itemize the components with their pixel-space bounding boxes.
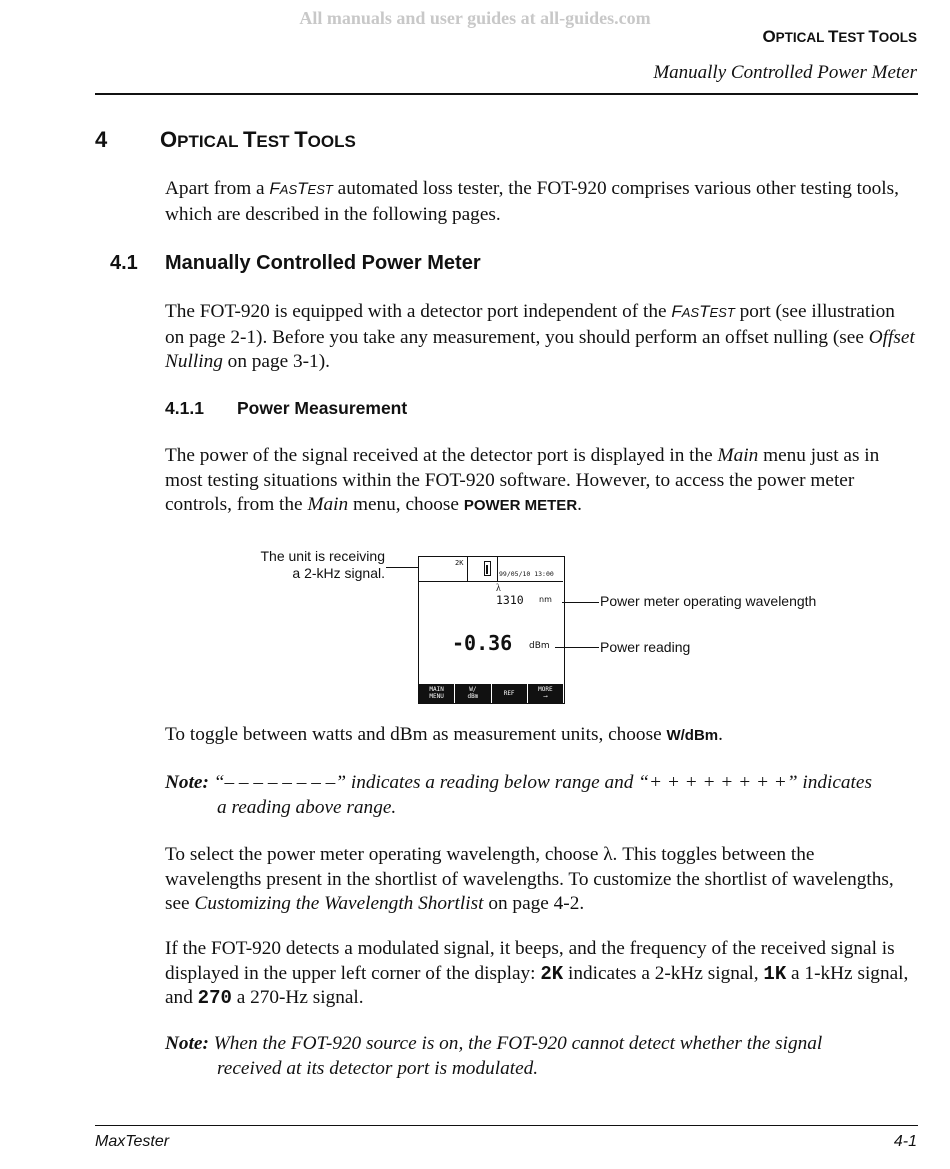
chapter-title-part: T (242, 127, 257, 152)
battery-icon (484, 561, 491, 576)
softkey-ref[interactable] (492, 684, 528, 703)
note-range (165, 771, 915, 820)
paragraph-text: on page 4-2. (483, 893, 585, 914)
paragraph-text: indicates a 2-kHz signal, (563, 962, 764, 984)
note-text: a reading above range. (217, 796, 397, 818)
toggle-units-paragraph (165, 723, 915, 749)
wavelength-value: 1310 (496, 593, 524, 607)
note-text: received at its detector port is modulated. (217, 1057, 539, 1079)
frequency-code: 270 (197, 987, 232, 1009)
intro-text: Apart from a (165, 178, 270, 199)
callout-text: The unit is receiving (260, 548, 385, 564)
section-4-1-1-paragraph (165, 444, 915, 519)
paragraph-text: a 270-Hz signal. (231, 987, 364, 1008)
paragraph-text: menu, choose (348, 494, 464, 515)
power-reading-value: -0.36 (452, 631, 513, 655)
status-divider (467, 557, 468, 581)
intro-text: automated loss tester, the FOT-920 comprises various other testing tools, which are described in the following pages. (165, 178, 899, 225)
section-4-1-paragraph (165, 300, 915, 375)
softkey-bar (419, 684, 563, 703)
status-divider (497, 557, 498, 581)
fastest-part: F (269, 179, 280, 198)
paragraph-text: port (see illustration on page 2-1). Before you take any measurement, you should perform an offset nulling (see (165, 301, 895, 348)
fastest-part: T (297, 179, 308, 198)
paragraph-text: To select the power meter operating wavelength, choose λ. This toggles between the wavelengths present in the shortlist of wavelengths. To customize the shortlist of wavelengths, see (165, 844, 894, 914)
paragraph-text: a 1-kHz signal, and (165, 962, 909, 1008)
softkey-w-dbm[interactable] (455, 684, 491, 703)
paragraph-text: on page 3-1). (222, 351, 330, 372)
chapter-number: 4 (95, 127, 108, 152)
note-source-on (165, 1032, 915, 1081)
fastest-part: AS (279, 182, 298, 197)
note-label: Note: (165, 772, 209, 793)
fastest-product-name (671, 302, 734, 321)
softkey-label: W/ (469, 686, 477, 693)
softkey-label: dBm (467, 693, 479, 700)
arrow-right-icon: ⟶ (543, 693, 548, 700)
screen-datetime: 99/05/10 13:00 (499, 570, 554, 578)
running-header-subtitle: Manually Controlled Power Meter (653, 62, 917, 83)
frequency-code: 1K (763, 962, 787, 985)
note-text: When the FOT-920 source is on, the FOT-920 cannot detect whether the signal (208, 1033, 823, 1054)
power-reading-unit: dBm (529, 641, 550, 651)
footer-divider (95, 1125, 918, 1126)
command-keyword: POWER METER (463, 497, 578, 514)
subsection-number: 4.1.1 (165, 398, 204, 418)
modulation-indicator: 2K (455, 559, 464, 567)
header-title-part: EST (838, 30, 869, 45)
intro-paragraph (165, 177, 915, 227)
wavelength-unit: nm (539, 595, 552, 604)
section-title: Manually Controlled Power Meter (165, 252, 481, 274)
frequency-code: 2K (540, 962, 564, 985)
menu-name: Main (307, 494, 349, 515)
paragraph-text: To toggle between watts and dBm as measurement units, choose (165, 724, 667, 745)
section-number: 4.1 (110, 252, 138, 274)
softkey-main-menu[interactable] (419, 684, 455, 703)
power-meter-screen (418, 556, 565, 704)
header-title-part: T (827, 27, 839, 46)
fastest-part: AS (681, 305, 700, 320)
callout-line-power (555, 647, 599, 648)
chapter-title-part: EST (256, 132, 295, 151)
subsection-title: Power Measurement (237, 398, 408, 418)
softkey-label: MENU (429, 693, 444, 700)
callout-2k-label (255, 548, 385, 582)
softkey-label: REF (503, 690, 515, 697)
header-title-part: O (762, 27, 776, 46)
fastest-part: EST (307, 182, 333, 197)
softkey-label: MAIN (429, 686, 444, 693)
paragraph-text: The power of the signal received at the detector port is displayed in the (165, 445, 718, 466)
header-title-part: PTICAL (775, 30, 828, 45)
cross-reference: Customizing the Wavelength Shortlist (194, 893, 484, 914)
paragraph-text: If the FOT-920 detects a modulated signal, it beeps, and the frequency of the received signal is displayed in the upper left corner of the display: (165, 938, 895, 984)
callout-power-label: Power reading (600, 639, 691, 655)
paragraph-text: . (577, 494, 582, 515)
header-divider (95, 93, 918, 95)
screen-status-bar (419, 557, 563, 582)
note-text: “– – – – – – – –” indicates a reading below range and “+ + + + + + + +” indicates (208, 772, 872, 793)
callout-line-wavelength (562, 602, 599, 603)
header-title-part: OOLS (878, 30, 917, 45)
chapter-title-part: PTICAL (177, 132, 243, 151)
fastest-part: EST (709, 305, 735, 320)
lambda-symbol: λ (496, 583, 501, 594)
fastest-part: F (671, 302, 682, 321)
modulated-signal-paragraph (165, 937, 915, 1011)
command-keyword: W/dBm (666, 727, 719, 744)
callout-text: a 2-kHz signal. (292, 565, 385, 581)
paragraph-text: The FOT-920 is equipped with a detector port independent of the (165, 301, 672, 322)
header-title-part: T (868, 27, 879, 46)
chapter-title-part: OOLS (307, 132, 356, 151)
menu-name: Main (717, 445, 759, 466)
softkey-more[interactable] (528, 684, 563, 703)
cross-reference: Offset Nulling (165, 326, 915, 372)
page-number: 4-1 (893, 1133, 917, 1150)
chapter-title-part: O (160, 127, 178, 152)
paragraph-text: menu just as in most testing situations within the FOT-920 software. However, to access the power meter controls, from the (165, 445, 880, 515)
fastest-part: T (699, 302, 710, 321)
chapter-title-part: T (294, 127, 308, 152)
chapter-title (160, 127, 356, 153)
note-label: Note: (165, 1033, 209, 1054)
callout-wavelength-label: Power meter operating wavelength (600, 593, 817, 609)
watermark: All manuals and user guides at all-guides.com (299, 8, 651, 28)
wavelength-paragraph (165, 843, 915, 917)
running-header-title (762, 27, 917, 47)
fastest-product-name (269, 179, 332, 198)
paragraph-text: . (718, 724, 723, 745)
footer-product-name: MaxTester (95, 1133, 170, 1150)
softkey-label: MORE (538, 686, 553, 693)
